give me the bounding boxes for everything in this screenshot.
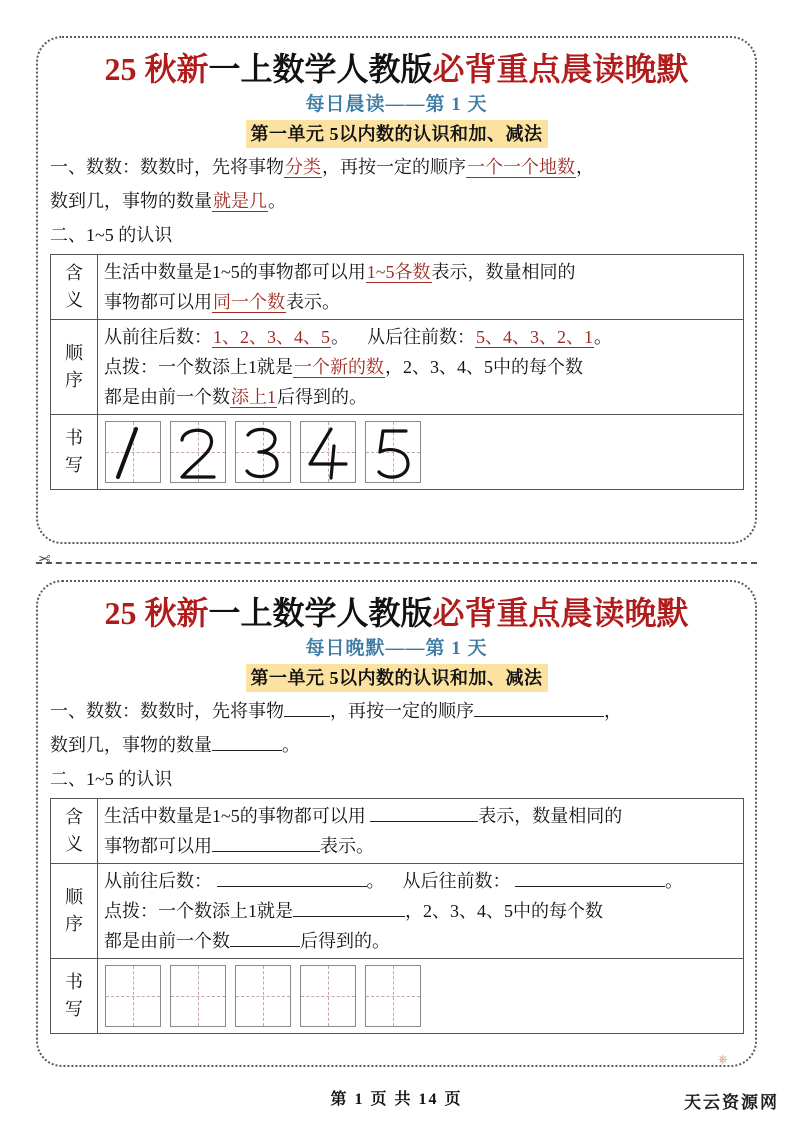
title-black-middle: 一上数学人教版	[208, 595, 433, 631]
handwritten-digit-2	[171, 422, 227, 484]
meaning-line2-b: 表示。	[320, 836, 374, 856]
answer-count-one-by-one: 一个一个地数	[467, 157, 575, 177]
meaning-line1-b: 表示，数量相同的	[478, 806, 623, 826]
section-one-line-1	[50, 696, 743, 727]
card-subtitle: 每日晨读——第 1 天	[305, 94, 488, 115]
guide-line-vertical	[393, 966, 394, 1026]
title-red-prefix: 25 秋新	[104, 595, 209, 631]
section-one-lead: 一、数数：数数时，先将事物	[50, 157, 284, 177]
order-backward-label: 从后往前数：	[402, 871, 511, 891]
meaning-line1-b: 表示，数量相同的	[431, 262, 576, 282]
table-row-order	[51, 864, 744, 959]
title-red-suffix: 必背重点晨读晚默	[432, 595, 689, 631]
blank-count-one-by-one[interactable]	[474, 716, 604, 717]
order-line1-b: 。	[331, 327, 349, 347]
order-line1-b: 。	[366, 871, 385, 891]
handwritten-digit-5	[366, 422, 422, 484]
order-line3-a: 都是由前一个数	[104, 387, 230, 407]
unit-title: 第一单元 5以内数的认识和加、减法	[246, 664, 548, 692]
writing-cell-5[interactable]	[365, 421, 421, 483]
section-one-line2-tail: 。	[268, 191, 286, 211]
section-one-mid-1: ，再按一定的顺序	[322, 157, 466, 177]
section-one-mid-2: ，	[576, 157, 594, 177]
table-row-order	[51, 320, 744, 415]
blank-same-number[interactable]	[212, 851, 320, 852]
knowledge-table	[50, 254, 744, 490]
row-content-writing	[98, 959, 744, 1034]
section-one-line2-lead: 数到几，事物的数量	[50, 191, 212, 211]
section-two-heading: 二、1~5 的认识	[50, 769, 173, 789]
meaning-line2-a: 事物都可以用	[104, 292, 212, 312]
answer-numbers-1-to-5: 1~5各数	[366, 262, 431, 282]
section-two-heading: 二、1~5 的认识	[50, 225, 173, 245]
meaning-line-2	[104, 831, 737, 861]
handwritten-digit-3	[236, 422, 292, 484]
blank-classify[interactable]	[284, 716, 330, 717]
order-line-2	[104, 352, 737, 382]
order-line2-b: ，2、3、4、5中的每个数	[405, 901, 603, 921]
card-main-title	[50, 48, 743, 90]
writing-cell-1[interactable]	[105, 965, 161, 1027]
title-black-middle: 一上数学人教版	[208, 51, 433, 87]
handwritten-digit-1	[106, 422, 162, 484]
writing-cells-empty	[105, 965, 736, 1027]
row-label-meaning: 含义	[51, 255, 98, 320]
evening-dictation-card	[36, 580, 757, 1067]
order-line-1	[104, 322, 737, 352]
writing-cell-5[interactable]	[365, 965, 421, 1027]
table-row-meaning	[51, 799, 744, 864]
row-label-meaning: 含义	[51, 799, 98, 864]
row-label-writing: 书写	[51, 959, 98, 1034]
meaning-line-1	[104, 257, 737, 287]
row-label-order: 顺序	[51, 320, 98, 415]
unit-title-container	[50, 664, 743, 693]
row-content-order	[98, 864, 744, 959]
order-line1-d: 。	[594, 327, 612, 347]
scissors-icon: ✂	[38, 552, 51, 568]
section-one-mid-1: ，再按一定的顺序	[330, 701, 474, 721]
order-line3-a: 都是由前一个数	[104, 931, 230, 951]
answer-backward-sequence: 5、4、3、2、1	[476, 327, 593, 347]
order-backward-label: 从后往前数：	[367, 327, 475, 347]
cut-dashed-line	[36, 562, 757, 564]
morning-reading-card	[36, 36, 757, 544]
table-row-writing	[51, 959, 744, 1034]
order-line3-b: 后得到的。	[277, 387, 367, 407]
blank-forward-sequence[interactable]	[217, 886, 367, 887]
guide-line-vertical	[263, 966, 264, 1026]
meaning-line1-a: 生活中数量是1~5的事物都可以用	[104, 806, 366, 826]
writing-cell-3[interactable]	[235, 421, 291, 483]
guide-line-vertical	[133, 966, 134, 1026]
guide-line-vertical	[198, 966, 199, 1026]
answer-add-one: 添上1	[231, 387, 276, 407]
guide-line-vertical	[328, 966, 329, 1026]
order-forward-label: 从前往后数：	[104, 327, 212, 347]
writing-cells-filled	[105, 421, 736, 483]
order-line-3	[104, 382, 737, 412]
answer-same-number: 同一个数	[213, 292, 285, 312]
order-line1-d: 。	[665, 871, 683, 891]
answer-forward-sequence: 1、2、3、4、5	[213, 327, 330, 347]
meaning-line1-a: 生活中数量是1~5的事物都可以用	[104, 262, 366, 282]
order-line2-a: 点拨：一个数添上1就是	[104, 901, 293, 921]
meaning-line-1	[104, 801, 737, 831]
card-subtitle: 每日晚默——第 1 天	[305, 638, 488, 659]
section-one-mid-2: ，	[604, 701, 622, 721]
row-content-meaning	[98, 799, 744, 864]
meaning-line-2	[104, 287, 737, 317]
writing-cell-2[interactable]	[170, 421, 226, 483]
writing-cell-3[interactable]	[235, 965, 291, 1027]
answer-just-that-many: 就是几	[213, 191, 267, 211]
section-one-line-2	[50, 186, 743, 217]
order-line2-b: ，2、3、4、5中的每个数	[385, 357, 583, 377]
blank-a-new-number[interactable]	[293, 916, 405, 917]
writing-cell-2[interactable]	[170, 965, 226, 1027]
row-content-writing	[98, 415, 744, 490]
order-forward-label: 从前往后数：	[104, 871, 212, 891]
row-content-order	[98, 320, 744, 415]
blank-just-that-many[interactable]	[212, 750, 282, 751]
unit-title-container	[50, 120, 743, 149]
site-watermark: 天云资源网	[684, 1093, 779, 1112]
row-label-writing: 书写	[51, 415, 98, 490]
table-row-meaning	[51, 255, 744, 320]
handwritten-digit-4	[301, 422, 357, 484]
writing-cell-4[interactable]	[300, 421, 356, 483]
section-one-line2-tail: 。	[282, 735, 300, 755]
order-line-2	[104, 896, 737, 926]
row-content-meaning	[98, 255, 744, 320]
page-footer: 第 1 页 共 14 页	[330, 1091, 463, 1108]
writing-cell-1[interactable]	[105, 421, 161, 483]
answer-classify: 分类	[285, 157, 321, 177]
title-red-suffix: 必背重点晨读晚默	[432, 51, 689, 87]
order-line3-b: 后得到的。	[300, 931, 390, 951]
blank-add-one[interactable]	[230, 946, 300, 947]
meaning-line2-a: 事物都可以用	[104, 836, 212, 856]
section-one-line-2	[50, 730, 743, 761]
table-row-writing	[51, 415, 744, 490]
writing-cell-4[interactable]	[300, 965, 356, 1027]
blank-numbers-1-to-5[interactable]	[370, 821, 478, 822]
order-line-1	[104, 866, 737, 896]
order-line-3	[104, 926, 737, 956]
section-one-lead: 一、数数：数数时，先将事物	[50, 701, 284, 721]
section-one-line2-lead: 数到几，事物的数量	[50, 735, 212, 755]
title-red-prefix: 25 秋新	[104, 51, 209, 87]
blank-backward-sequence[interactable]	[515, 886, 665, 887]
section-one-line-1	[50, 152, 743, 183]
unit-title: 第一单元 5以内数的认识和加、减法	[246, 120, 548, 148]
order-line2-a: 点拨：一个数添上1就是	[104, 357, 293, 377]
answer-a-new-number: 一个新的数	[294, 357, 384, 377]
row-label-order: 顺序	[51, 864, 98, 959]
knowledge-table-blank	[50, 798, 744, 1034]
card-main-title	[50, 592, 743, 634]
scan-artifact-mark: ⎈	[718, 1052, 728, 1066]
meaning-line2-b: 表示。	[286, 292, 340, 312]
